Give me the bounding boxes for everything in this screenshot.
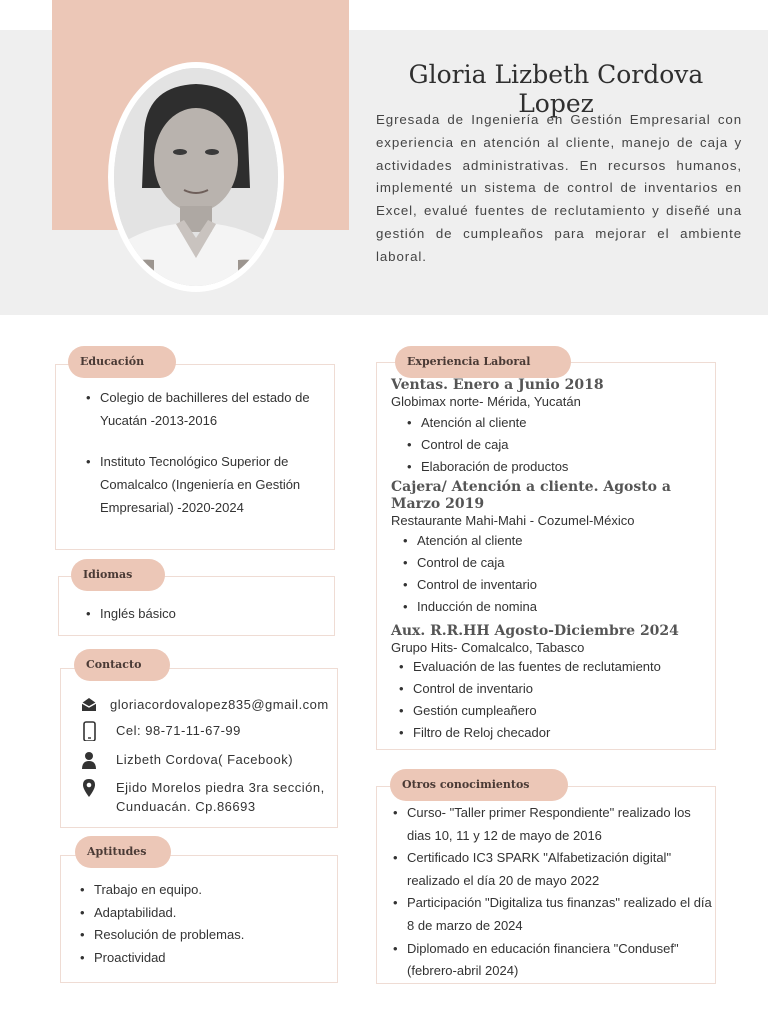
list-item: • Filtro de Reloj checador [399,722,709,744]
job-title: Aux. R.R.HH Agosto-Diciembre 2024 [391,623,679,639]
job-place: Globimax norte- Mérida, Yucatán [391,394,581,409]
contact-facebook: Lizbeth Cordova( Facebook) [116,752,294,767]
list-item: • Adaptabilidad. [80,902,320,925]
contact-heading: Contacto [74,649,170,681]
job-tasks [399,656,709,744]
job-entry [391,479,691,618]
job-tasks [403,530,691,618]
contact-email[interactable]: gloriacordovalopez835@gmail.com [110,697,329,712]
list-item: • Certificado IC3 SPARK "Alfabetización digital" realizado el día 20 de mayo 2022 [393,847,713,892]
list-item: • Control de inventario [399,678,709,700]
mail-icon [80,695,98,715]
skills-list [80,879,320,969]
other-knowledge-heading: Otros conocimientos [390,769,568,801]
list-item: • Control de caja [403,552,691,574]
list-item: • Instituto Tecnológico Superior de Comalcalco (Ingeniería en Gestión Empresarial) -2020-2024 [86,450,326,519]
list-item: • Gestión cumpleañero [399,700,709,722]
job-entry [391,623,709,744]
experience-heading: Experiencia Laboral [395,346,571,378]
list-item: • Diplomado en educación financiera "Condusef" (febrero-abril 2024) [393,938,713,983]
list-item: • Colegio de bachilleres del estado de Yucatán -2013-2016 [86,386,326,432]
contact-address-line-1: Ejido Morelos piedra 3ra sección, [116,780,325,795]
profile-summary: Egresada de Ingeniería en Gestión Empresarial con experiencia en atención al cliente, manejo de caja y actividades administrativas. En recursos humanos, implementé un sistema de control de inventarios en Excel, evalué fuentes de reclutamiento y diseñé una gestión de cumpleaños para mejorar el ambiente laboral. [376,112,742,264]
profile-photo [114,68,278,286]
job-title: Ventas. Enero a Junio 2018 [391,377,604,393]
list-item: • Inglés básico [86,602,326,625]
list-item: • Evaluación de las fuentes de reclutamiento [399,656,709,678]
job-entry [391,377,709,478]
contact-phone: Cel: 98-71-11-67-99 [116,723,241,738]
list-item: • Elaboración de productos [407,456,709,478]
phone-icon [80,721,98,741]
list-item: • Proactividad [80,947,320,970]
list-item: • Control de inventario [403,574,691,596]
job-place: Grupo Hits- Comalcalco, Tabasco [391,640,585,655]
list-item: • Resolución de problemas. [80,924,320,947]
portrait-illustration [114,68,278,286]
list-item: • Atención al cliente [407,412,709,434]
list-item: • Curso- "Taller primer Respondiente" realizado los dias 10, 11 y 12 de mayo de 2016 [393,802,713,847]
list-item: • Trabajo en equipo. [80,879,320,902]
list-item: • Atención al cliente [403,530,691,552]
candidate-name: Gloria Lizbeth Cordova Lopez [408,60,704,118]
profile-photo-frame [108,62,284,292]
education-list [86,386,326,537]
list-item: • Control de caja [407,434,709,456]
languages-heading: Idiomas [71,559,165,591]
list-item: • Participación "Digitaliza tus finanzas" realizado el día 8 de marzo de 2024 [393,892,713,937]
other-knowledge-list [393,802,713,983]
skills-heading: Aptitudes [75,836,171,868]
contact-address-line-2: Cunduacán. Cp.86693 [116,799,256,814]
job-tasks [407,412,709,478]
location-pin-icon [80,778,98,798]
job-place: Restaurante Mahi-Mahi - Cozumel-México [391,513,635,528]
education-heading: Educación [68,346,176,378]
person-icon [80,750,98,770]
list-item: • Inducción de nomina [403,596,691,618]
languages-list [86,602,326,625]
job-title: Cajera/ Atención a cliente. Agosto a Marzo 2019 [391,479,671,512]
